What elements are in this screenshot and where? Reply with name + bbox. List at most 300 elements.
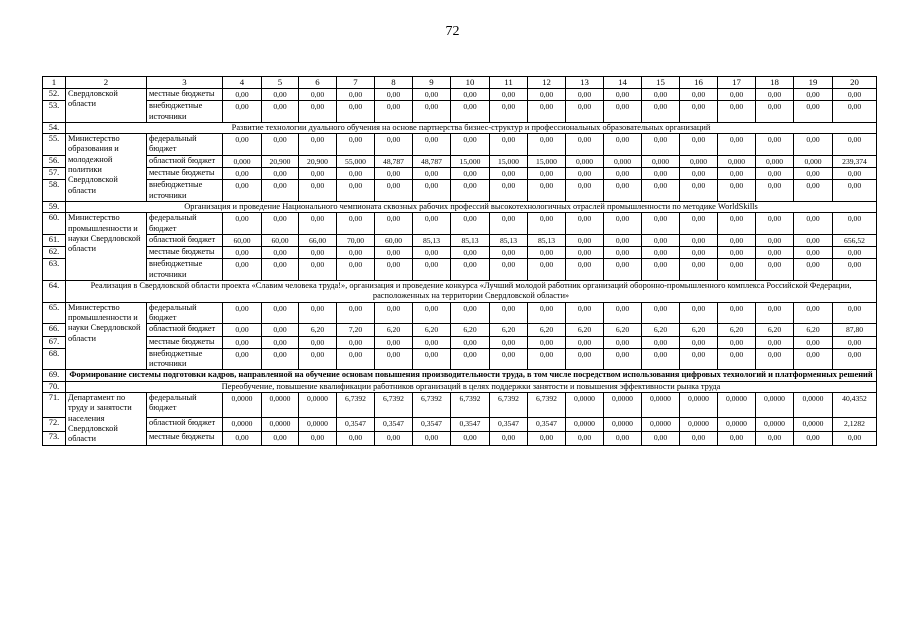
amount-cell: 0,00	[642, 234, 680, 246]
amount-cell: 0,00	[756, 302, 794, 324]
table-row	[43, 101, 877, 123]
row-number: 72.	[43, 417, 66, 431]
amount-cell: 0,0000	[223, 417, 262, 431]
amount-cell: 0,00	[490, 259, 528, 281]
funding-source: областной бюджет	[147, 234, 223, 246]
amount-cell: 0,00	[490, 431, 528, 445]
amount-cell: 0,00	[337, 168, 375, 180]
funding-source: внебюджетные источники	[147, 180, 223, 202]
amount-cell: 0,00	[566, 134, 604, 156]
row-number: 71.	[43, 393, 66, 418]
amount-cell: 0,0000	[718, 393, 756, 418]
amount-cell: 7,20	[337, 324, 375, 336]
table-row	[43, 168, 877, 180]
executor-cell: Свердловской области	[66, 89, 147, 123]
amount-cell: 0,0000	[680, 417, 718, 431]
amount-cell: 0,00	[566, 348, 604, 370]
header-cell: 18	[756, 77, 794, 89]
amount-cell: 6,20	[451, 324, 490, 336]
header-cell: 13	[566, 77, 604, 89]
amount-cell: 0,00	[794, 259, 833, 281]
amount-cell: 0,00	[262, 89, 299, 101]
row-number: 61.	[43, 234, 66, 246]
amount-cell: 0,000	[566, 155, 604, 167]
amount-cell: 0,00	[718, 247, 756, 259]
amount-cell: 0,00	[833, 89, 877, 101]
amount-cell: 60,00	[375, 234, 413, 246]
amount-cell: 0,00	[680, 259, 718, 281]
amount-cell: 0,00	[756, 247, 794, 259]
amount-cell: 0,00	[413, 247, 451, 259]
amount-cell: 0,00	[604, 247, 642, 259]
amount-cell: 239,374	[833, 155, 877, 167]
row-number: 73.	[43, 431, 66, 445]
amount-cell: 0,00	[680, 302, 718, 324]
amount-cell: 85,13	[490, 234, 528, 246]
table-row	[43, 393, 877, 418]
amount-cell: 0,00	[223, 431, 262, 445]
amount-cell: 0,00	[642, 431, 680, 445]
amount-cell: 6,20	[756, 324, 794, 336]
amount-cell: 0,00	[833, 336, 877, 348]
amount-cell: 0,00	[490, 101, 528, 123]
amount-cell: 0,00	[223, 134, 262, 156]
amount-cell: 0,00	[262, 259, 299, 281]
amount-cell: 0,00	[413, 431, 451, 445]
amount-cell: 0,0000	[718, 417, 756, 431]
amount-cell: 0,00	[833, 247, 877, 259]
amount-cell: 0,00	[337, 213, 375, 235]
amount-cell: 0,00	[528, 336, 566, 348]
row-number: 65.	[43, 302, 66, 324]
amount-cell: 0,00	[642, 302, 680, 324]
header-cell: 12	[528, 77, 566, 89]
amount-cell: 0,00	[718, 348, 756, 370]
amount-cell: 0,00	[833, 168, 877, 180]
row-number: 66.	[43, 324, 66, 336]
amount-cell: 0,00	[337, 180, 375, 202]
table-row	[43, 234, 877, 246]
amount-cell: 0,00	[451, 168, 490, 180]
amount-cell: 6,20	[566, 324, 604, 336]
amount-cell: 0,00	[566, 89, 604, 101]
header-cell: 3	[147, 77, 223, 89]
amount-cell: 6,20	[413, 324, 451, 336]
amount-cell: 0,00	[794, 213, 833, 235]
amount-cell: 0,00	[375, 336, 413, 348]
amount-cell: 0,00	[794, 247, 833, 259]
amount-cell: 0,00	[718, 180, 756, 202]
table-row	[43, 259, 877, 281]
amount-cell: 0,00	[223, 89, 262, 101]
header-cell: 2	[66, 77, 147, 89]
table-row	[43, 155, 877, 167]
amount-cell: 0,00	[642, 336, 680, 348]
amount-cell: 0,00	[566, 247, 604, 259]
amount-cell: 48,787	[375, 155, 413, 167]
amount-cell: 0,0000	[642, 393, 680, 418]
amount-cell: 0,00	[718, 168, 756, 180]
amount-cell: 0,00	[604, 302, 642, 324]
amount-cell: 0,00	[490, 302, 528, 324]
amount-cell: 0,00	[718, 336, 756, 348]
amount-cell: 0,00	[262, 247, 299, 259]
header-cell: 15	[642, 77, 680, 89]
amount-cell: 0,000	[718, 155, 756, 167]
amount-cell: 0,00	[604, 348, 642, 370]
amount-cell: 0,00	[604, 101, 642, 123]
amount-cell: 0,00	[642, 168, 680, 180]
header-cell: 11	[490, 77, 528, 89]
amount-cell: 0,00	[299, 336, 337, 348]
amount-cell: 0,00	[718, 431, 756, 445]
amount-cell: 0,00	[794, 101, 833, 123]
amount-cell: 0,00	[451, 213, 490, 235]
amount-cell: 0,3547	[528, 417, 566, 431]
amount-cell: 15,000	[528, 155, 566, 167]
header-row	[43, 77, 877, 89]
amount-cell: 0,00	[604, 89, 642, 101]
amount-cell: 0,00	[451, 101, 490, 123]
header-cell: 7	[337, 77, 375, 89]
amount-cell: 0,00	[566, 336, 604, 348]
amount-cell: 0,00	[528, 213, 566, 235]
amount-cell: 0,00	[375, 348, 413, 370]
amount-cell: 0,00	[718, 134, 756, 156]
amount-cell: 0,00	[490, 213, 528, 235]
amount-cell: 0,00	[262, 431, 299, 445]
budget-table	[42, 76, 877, 446]
amount-cell: 0,00	[642, 259, 680, 281]
amount-cell: 0,00	[833, 213, 877, 235]
amount-cell: 0,3547	[490, 417, 528, 431]
amount-cell: 0,00	[528, 180, 566, 202]
funding-source: областной бюджет	[147, 324, 223, 336]
amount-cell: 6,7392	[528, 393, 566, 418]
amount-cell: 6,20	[299, 324, 337, 336]
amount-cell: 85,13	[413, 234, 451, 246]
amount-cell: 0,0000	[262, 393, 299, 418]
amount-cell: 0,00	[756, 180, 794, 202]
funding-source: федеральный бюджет	[147, 134, 223, 156]
amount-cell: 0,00	[451, 431, 490, 445]
amount-cell: 0,00	[794, 336, 833, 348]
table-row	[43, 348, 877, 370]
amount-cell: 0,00	[833, 180, 877, 202]
amount-cell: 0,00	[299, 302, 337, 324]
amount-cell: 6,20	[490, 324, 528, 336]
amount-cell: 0,00	[413, 89, 451, 101]
amount-cell: 0,00	[566, 234, 604, 246]
amount-cell: 0,00	[223, 213, 262, 235]
row-number: 54.	[43, 122, 66, 133]
amount-cell: 0,00	[566, 168, 604, 180]
table-row	[43, 431, 877, 445]
amount-cell: 0,00	[413, 168, 451, 180]
amount-cell: 0,00	[262, 101, 299, 123]
amount-cell: 0,00	[528, 431, 566, 445]
amount-cell: 0,00	[375, 213, 413, 235]
amount-cell: 0,00	[756, 431, 794, 445]
row-number: 55.	[43, 134, 66, 156]
amount-cell: 0,000	[680, 155, 718, 167]
amount-cell: 0,00	[299, 259, 337, 281]
amount-cell: 0,00	[375, 168, 413, 180]
funding-source: местные бюджеты	[147, 89, 223, 101]
amount-cell: 0,00	[756, 101, 794, 123]
executor-cell: Департамент по труду и занятости населения Свердловской области	[66, 393, 147, 445]
amount-cell: 6,20	[528, 324, 566, 336]
row-number: 67.	[43, 336, 66, 348]
amount-cell: 0,00	[375, 302, 413, 324]
amount-cell: 0,00	[680, 348, 718, 370]
amount-cell: 0,0000	[756, 417, 794, 431]
amount-cell: 0,00	[299, 101, 337, 123]
amount-cell: 0,3547	[413, 417, 451, 431]
amount-cell: 0,000	[642, 155, 680, 167]
amount-cell: 6,7392	[337, 393, 375, 418]
amount-cell: 55,000	[337, 155, 375, 167]
amount-cell: 0,00	[680, 247, 718, 259]
funding-source: внебюджетные источники	[147, 348, 223, 370]
amount-cell: 0,00	[413, 134, 451, 156]
amount-cell: 0,00	[490, 336, 528, 348]
amount-cell: 6,7392	[375, 393, 413, 418]
amount-cell: 0,00	[262, 336, 299, 348]
amount-cell: 0,00	[718, 259, 756, 281]
header-cell: 5	[262, 77, 299, 89]
amount-cell: 0,00	[794, 180, 833, 202]
section-title: Формирование системы подготовки кадров, направленной на обучение основам повышения производительности труда, в том числе посредством использования цифровых технологий и платформенных решений	[66, 370, 877, 381]
amount-cell: 0,00	[642, 89, 680, 101]
amount-cell: 0,00	[490, 180, 528, 202]
amount-cell: 0,00	[451, 89, 490, 101]
amount-cell: 0,00	[299, 247, 337, 259]
table-row	[43, 201, 877, 212]
amount-cell: 0,0000	[223, 393, 262, 418]
section-title: Организация и проведение Национального чемпионата сквозных рабочих профессий высокотехнологичных отраслей промышленности по методике WorldSkills	[66, 201, 877, 212]
amount-cell: 0,00	[451, 134, 490, 156]
amount-cell: 0,00	[375, 180, 413, 202]
amount-cell: 6,20	[718, 324, 756, 336]
amount-cell: 0,00	[680, 180, 718, 202]
amount-cell: 87,80	[833, 324, 877, 336]
funding-source: областной бюджет	[147, 155, 223, 167]
funding-source: федеральный бюджет	[147, 213, 223, 235]
amount-cell: 0,00	[642, 247, 680, 259]
amount-cell: 0,00	[833, 259, 877, 281]
amount-cell: 0,00	[262, 348, 299, 370]
amount-cell: 0,00	[528, 259, 566, 281]
table-row	[43, 281, 877, 303]
amount-cell: 0,00	[337, 89, 375, 101]
row-number: 68.	[43, 348, 66, 370]
amount-cell: 6,20	[375, 324, 413, 336]
amount-cell: 0,0000	[299, 393, 337, 418]
amount-cell: 0,00	[718, 89, 756, 101]
amount-cell: 0,00	[642, 134, 680, 156]
row-number: 64.	[43, 281, 66, 303]
amount-cell: 0,00	[451, 247, 490, 259]
amount-cell: 0,00	[566, 180, 604, 202]
amount-cell: 0,00	[413, 302, 451, 324]
amount-cell: 0,00	[794, 302, 833, 324]
header-cell: 9	[413, 77, 451, 89]
header-cell: 20	[833, 77, 877, 89]
amount-cell: 0,00	[299, 168, 337, 180]
amount-cell: 0,00	[604, 259, 642, 281]
amount-cell: 0,00	[756, 234, 794, 246]
funding-source: местные бюджеты	[147, 247, 223, 259]
amount-cell: 0,00	[490, 89, 528, 101]
amount-cell: 0,00	[490, 247, 528, 259]
amount-cell: 0,00	[833, 302, 877, 324]
row-number: 63.	[43, 259, 66, 281]
amount-cell: 0,0000	[604, 393, 642, 418]
row-number: 53.	[43, 101, 66, 123]
amount-cell: 20,900	[299, 155, 337, 167]
amount-cell: 0,00	[566, 101, 604, 123]
amount-cell: 6,20	[794, 324, 833, 336]
amount-cell: 0,00	[262, 213, 299, 235]
amount-cell: 0,00	[794, 234, 833, 246]
amount-cell: 656,52	[833, 234, 877, 246]
amount-cell: 0,00	[223, 336, 262, 348]
amount-cell: 6,20	[604, 324, 642, 336]
amount-cell: 0,00	[680, 234, 718, 246]
header-cell: 17	[718, 77, 756, 89]
amount-cell: 0,00	[528, 302, 566, 324]
amount-cell: 60,00	[262, 234, 299, 246]
amount-cell: 0,00	[680, 168, 718, 180]
amount-cell: 0,00	[794, 348, 833, 370]
amount-cell: 0,00	[833, 101, 877, 123]
amount-cell: 0,0000	[794, 417, 833, 431]
amount-cell: 0,00	[528, 134, 566, 156]
amount-cell: 0,00	[680, 431, 718, 445]
amount-cell: 0,0000	[299, 417, 337, 431]
amount-cell: 15,000	[490, 155, 528, 167]
amount-cell: 0,00	[833, 431, 877, 445]
amount-cell: 0,00	[299, 213, 337, 235]
amount-cell: 0,00	[337, 431, 375, 445]
amount-cell: 0,00	[756, 168, 794, 180]
table-row	[43, 417, 877, 431]
amount-cell: 6,20	[642, 324, 680, 336]
row-number: 70.	[43, 381, 66, 392]
amount-cell: 0,00	[756, 134, 794, 156]
amount-cell: 0,00	[604, 213, 642, 235]
amount-cell: 0,0000	[794, 393, 833, 418]
table-row	[43, 381, 877, 392]
amount-cell: 15,000	[451, 155, 490, 167]
funding-source: областной бюджет	[147, 417, 223, 431]
amount-cell: 0,00	[223, 348, 262, 370]
amount-cell: 0,00	[299, 89, 337, 101]
amount-cell: 0,00	[794, 134, 833, 156]
amount-cell: 6,7392	[490, 393, 528, 418]
amount-cell: 0,00	[528, 348, 566, 370]
amount-cell: 66,00	[299, 234, 337, 246]
amount-cell: 0,0000	[566, 417, 604, 431]
amount-cell: 0,0000	[262, 417, 299, 431]
amount-cell: 20,900	[262, 155, 299, 167]
amount-cell: 0,00	[794, 89, 833, 101]
row-number: 69.	[43, 370, 66, 381]
amount-cell: 0,00	[299, 348, 337, 370]
amount-cell: 0,00	[718, 213, 756, 235]
amount-cell: 0,00	[604, 134, 642, 156]
amount-cell: 0,0000	[604, 417, 642, 431]
amount-cell: 0,0000	[756, 393, 794, 418]
executor-cell: Министерство образования и молодежной политики Свердловской области	[66, 134, 147, 202]
amount-cell: 0,00	[262, 302, 299, 324]
amount-cell: 6,20	[680, 324, 718, 336]
amount-cell: 0,00	[680, 134, 718, 156]
executor-cell: Министерство промышленности и науки Свердловской области	[66, 302, 147, 370]
table-row	[43, 370, 877, 381]
amount-cell: 0,00	[756, 89, 794, 101]
table-row	[43, 302, 877, 324]
header-cell: 16	[680, 77, 718, 89]
amount-cell: 0,00	[375, 259, 413, 281]
amount-cell: 0,00	[604, 180, 642, 202]
funding-source: федеральный бюджет	[147, 302, 223, 324]
funding-source: местные бюджеты	[147, 431, 223, 445]
amount-cell: 40,4352	[833, 393, 877, 418]
amount-cell: 0,00	[451, 336, 490, 348]
amount-cell: 0,3547	[451, 417, 490, 431]
table-row	[43, 134, 877, 156]
amount-cell: 60,00	[223, 234, 262, 246]
amount-cell: 0,00	[337, 134, 375, 156]
amount-cell: 0,00	[718, 234, 756, 246]
header-cell: 8	[375, 77, 413, 89]
amount-cell: 0,00	[413, 348, 451, 370]
page-number: 72	[445, 24, 460, 39]
row-number: 62.	[43, 247, 66, 259]
row-number: 60.	[43, 213, 66, 235]
amount-cell: 70,00	[337, 234, 375, 246]
amount-cell: 0,00	[756, 213, 794, 235]
amount-cell: 0,00	[604, 336, 642, 348]
executor-cell: Министерство промышленности и науки Свердловской области	[66, 213, 147, 281]
amount-cell: 0,00	[528, 89, 566, 101]
amount-cell: 0,00	[413, 213, 451, 235]
amount-cell: 0,00	[528, 247, 566, 259]
amount-cell: 0,00	[413, 180, 451, 202]
table-row	[43, 247, 877, 259]
amount-cell: 0,000	[756, 155, 794, 167]
amount-cell: 0,000	[223, 155, 262, 167]
funding-source: местные бюджеты	[147, 336, 223, 348]
header-cell: 6	[299, 77, 337, 89]
amount-cell: 0,00	[413, 101, 451, 123]
amount-cell: 0,00	[223, 324, 262, 336]
amount-cell: 0,00	[451, 180, 490, 202]
table-row	[43, 89, 877, 101]
amount-cell: 0,00	[680, 213, 718, 235]
amount-cell: 0,00	[375, 431, 413, 445]
header-cell: 10	[451, 77, 490, 89]
amount-cell: 0,00	[756, 259, 794, 281]
amount-cell: 0,00	[642, 101, 680, 123]
amount-cell: 0,00	[337, 101, 375, 123]
amount-cell: 0,00	[642, 180, 680, 202]
amount-cell: 0,00	[794, 168, 833, 180]
amount-cell: 0,00	[794, 431, 833, 445]
amount-cell: 0,00	[223, 101, 262, 123]
